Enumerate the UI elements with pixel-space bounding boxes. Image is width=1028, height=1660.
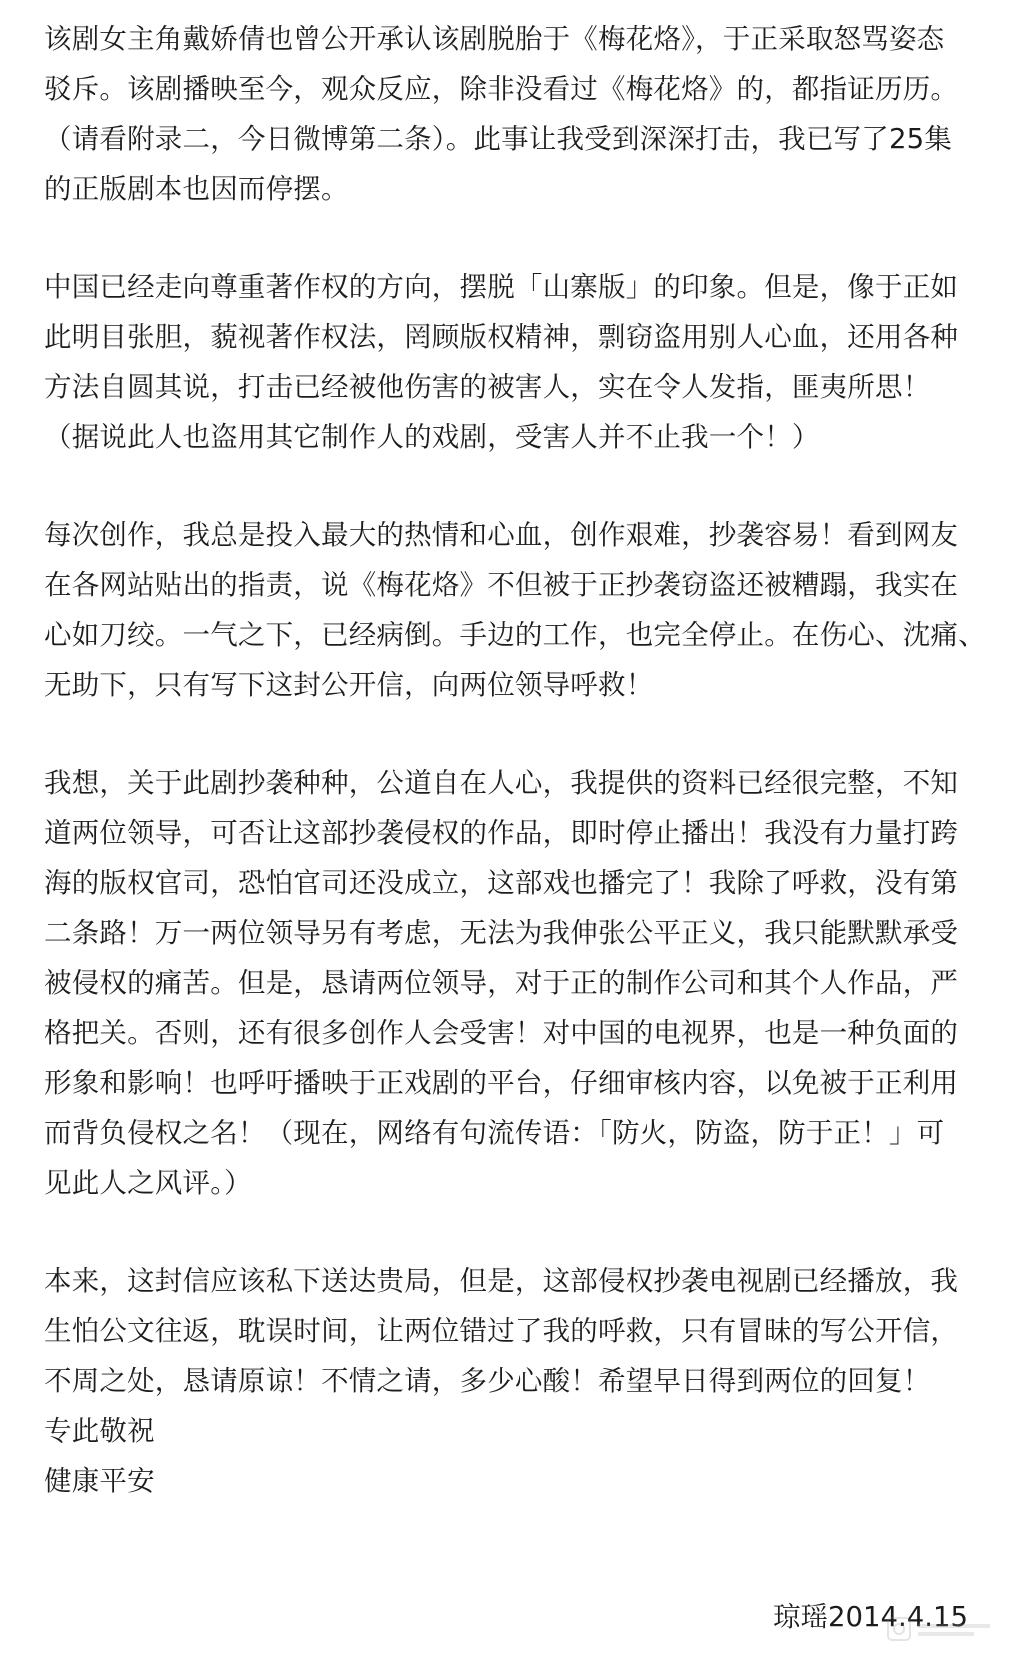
text-line: 中国已经走向尊重著作权的方向，摆脱「山寨版」的印象。但是，像于正如 xyxy=(44,271,959,303)
text-line: 我想，关于此剧抄袭种种，公道自在人心，我提供的资料已经很完整，不知 xyxy=(44,767,959,799)
text-line: 格把关。否则，还有很多创作人会受害！对中国的电视界，也是一种负面的 xyxy=(44,1017,959,1049)
text-line: 形象和影响！也呼吁播映于正戏剧的平台，仔细审核内容，以免被于正利用 xyxy=(44,1067,959,1099)
closing-salutation: 专此敬祝 xyxy=(44,1415,155,1447)
text-line: 方法自圆其说，打击已经被他伤害的被害人，实在令人发指，匪夷所思！ xyxy=(44,371,931,403)
text-line: 驳斥。该剧播映至今，观众反应，除非没看过《梅花烙》的，都指证历历。 xyxy=(44,73,959,105)
text-line: 本来，这封信应该私下送达贵局，但是，这部侵权抄袭电视剧已经播放，我 xyxy=(44,1265,959,1297)
text-line: （请看附录二，今日微博第二条）。此事让我受到深深打击，我已写了25集 xyxy=(44,123,953,155)
signature: 琼瑶2014.4.15 xyxy=(773,1601,968,1633)
text-line: 在各网站贴出的指责，说《梅花烙》不但被于正抄袭窃盗还被糟蹋，我实在 xyxy=(44,569,959,601)
text-line: 二条路！万一两位领导另有考虑，无法为我伸张公平正义，我只能默默承受 xyxy=(44,917,959,949)
paragraph-2 xyxy=(44,262,994,462)
text-line: 此明目张胆，藐视著作权法，罔顾版权精神，剽窃盗用别人心血，还用各种 xyxy=(44,321,959,353)
text-line: 该剧女主角戴娇倩也曾公开承认该剧脱胎于《梅花烙》，于正采取怒骂姿态 xyxy=(44,23,945,55)
paragraph-4 xyxy=(44,758,994,1208)
text-line: 不周之处，恳请原谅！不情之请，多少心酸！希望早日得到两位的回复！ xyxy=(44,1365,931,1397)
text-line: 被侵权的痛苦。但是，恳请两位领导，对于正的制作公司和其个人作品，严 xyxy=(44,967,959,999)
text-line: 海的版权官司，恐怕官司还没成立，这部戏也播完了！我除了呼救，没有第 xyxy=(44,867,959,899)
paragraph-5 xyxy=(44,1256,994,1406)
text-line: （据说此人也盗用其它制作人的戏剧，受害人并不止我一个！） xyxy=(44,421,820,453)
text-line: 见此人之风评。） xyxy=(44,1167,252,1199)
closing-wish: 健康平安 xyxy=(44,1465,155,1497)
paragraph-1 xyxy=(44,14,994,214)
text-line: 生怕公文往返，耽误时间，让两位错过了我的呼救，只有冒昧的写公开信， xyxy=(44,1315,959,1347)
text-line: 每次创作，我总是投入最大的热情和心血，创作艰难，抄袭容易！看到网友 xyxy=(44,519,959,551)
text-line: 而背负侵权之名！（现在，网络有句流传语：「防火，防盗，防于正！」可 xyxy=(44,1117,945,1149)
watermark-icon xyxy=(886,1612,996,1646)
text-line: 道两位领导，可否让这部抄袭侵权的作品，即时停止播出！我没有力量打跨 xyxy=(44,817,959,849)
closing xyxy=(44,1406,994,1506)
text-line: 心如刀绞。一气之下，已经病倒。手边的工作，也完全停止。在伤心、沈痛、 xyxy=(44,619,986,651)
paragraph-3 xyxy=(44,510,994,710)
letter-body xyxy=(44,14,994,1506)
text-line: 无助下，只有写下这封公开信，向两位领导呼救！ xyxy=(44,669,654,701)
text-line: 的正版剧本也因而停摆。 xyxy=(44,173,349,205)
